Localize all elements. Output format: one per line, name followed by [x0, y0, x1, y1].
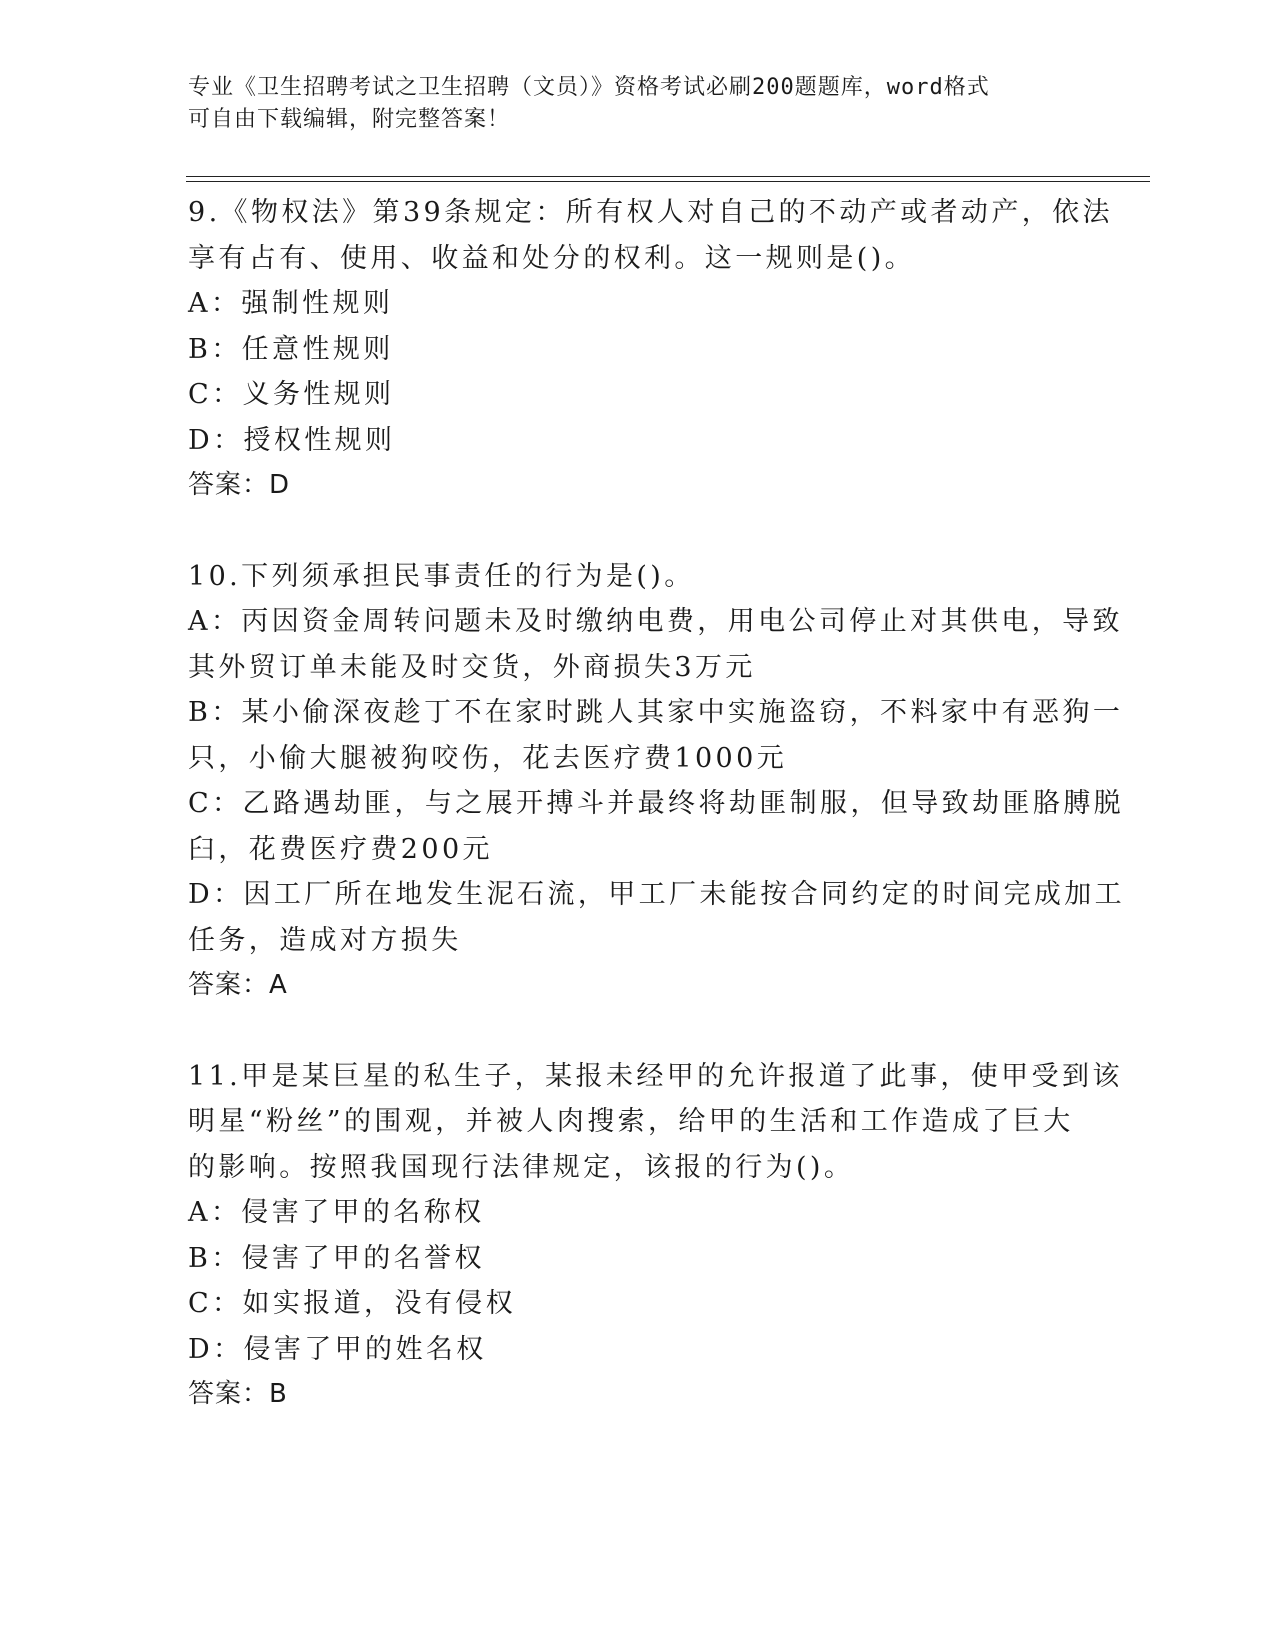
option-b-continued: 只，小偷大腿被狗咬伤，花去医疗费1000元	[188, 742, 788, 774]
option-a: A：强制性规则	[188, 288, 394, 319]
question-10	[188, 554, 1126, 1009]
option-d-continued: 任务，造成对方损失	[188, 924, 462, 956]
header-line-1: 专业《卫生招聘考试之卫生招聘（文员）》资格考试必刷200题题库，word格式	[188, 75, 990, 100]
option-b: B：侵害了甲的名誉权	[188, 1242, 485, 1274]
option-b: B：任意性规则	[188, 333, 394, 365]
question-9	[188, 190, 1113, 509]
option-a: A：丙因资金周转问题未及时缴纳电费，用电公司停止对其供电，导致	[188, 606, 1123, 637]
question-list	[188, 190, 1126, 1418]
option-c: C：义务性规则	[188, 379, 395, 410]
question-spacer	[188, 509, 1088, 554]
header-line-2: 可自由下载编辑，附完整答案！	[188, 107, 511, 132]
option-d: D：授权性规则	[188, 424, 396, 456]
answer-label: 答案：A	[188, 970, 288, 1000]
question-stem-line: 明星“粉丝”的围观，并被人肉搜索，给甲的生活和工作造成了巨大	[188, 1106, 1074, 1137]
page-header	[188, 72, 1068, 136]
question-11	[188, 1054, 1123, 1418]
question-stem-line: 9.《物权法》第39条规定：所有权人对自己的不动产或者动产，依法	[188, 197, 1113, 228]
option-c-continued: 臼，花费医疗费200元	[188, 833, 493, 865]
question-spacer	[188, 1009, 1088, 1054]
header-divider-bottom	[186, 181, 1150, 182]
option-d: D：因工厂所在地发生泥石流，甲工厂未能按合同约定的时间完成加工	[188, 879, 1126, 910]
header-divider-top	[186, 176, 1150, 177]
answer-label: 答案：B	[188, 1379, 288, 1409]
question-stem-line: 享有占有、使用、收益和处分的权利。这一规则是()。	[188, 242, 916, 274]
option-c: C：乙路遇劫匪，与之展开搏斗并最终将劫匪制服，但导致劫匪胳膊脱	[188, 788, 1125, 819]
option-d: D：侵害了甲的姓名权	[188, 1333, 487, 1365]
answer-label: 答案：D	[188, 470, 291, 500]
option-a-continued: 其外贸订单未能及时交货，外商损失3万元	[188, 651, 756, 683]
question-stem-line: 11.甲是某巨星的私生子，某报未经甲的允许报道了此事，使甲受到该	[188, 1060, 1123, 1092]
option-c: C：如实报道，没有侵权	[188, 1288, 517, 1319]
option-a: A：侵害了甲的名称权	[188, 1197, 485, 1228]
question-stem-line: 10.下列须承担民事责任的行为是()。	[188, 560, 695, 592]
option-b: B：某小偷深夜趁丁不在家时跳人其家中实施盗窃，不料家中有恶狗一	[188, 697, 1124, 728]
question-stem-line: 的影响。按照我国现行法律规定，该报的行为()。	[188, 1151, 855, 1183]
